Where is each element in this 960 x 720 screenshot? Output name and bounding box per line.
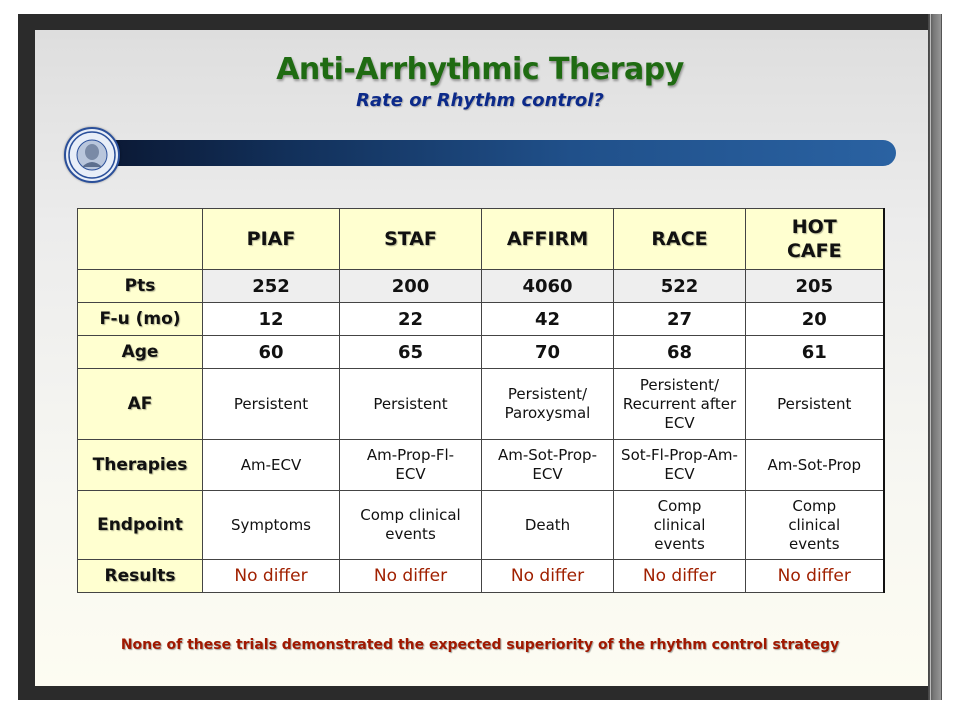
table-cell: Am-Sot-Prop-ECV bbox=[482, 440, 614, 491]
table-cell: No differ bbox=[340, 560, 482, 593]
institution-seal-logo bbox=[64, 127, 120, 183]
row-label: Age bbox=[78, 336, 203, 369]
table-cell: 68 bbox=[614, 336, 746, 369]
window-scrollbar[interactable] bbox=[928, 14, 942, 700]
table-cell: No differ bbox=[482, 560, 614, 593]
table-cell: Persistent bbox=[340, 369, 482, 440]
slide-conclusion: None of these trials demonstrated the expected superiority of the rhythm control strategy bbox=[120, 637, 840, 653]
trials-comparison-table bbox=[77, 208, 885, 593]
table-cell: Comp clinical events bbox=[614, 491, 746, 560]
table-cell: No differ bbox=[203, 560, 340, 593]
column-header: STAF bbox=[340, 209, 482, 270]
table-cell: No differ bbox=[614, 560, 746, 593]
table-row bbox=[78, 440, 884, 491]
row-label: Results bbox=[78, 560, 203, 593]
table-cell: 200 bbox=[340, 270, 482, 303]
table-cell: Death bbox=[482, 491, 614, 560]
row-label: Pts bbox=[78, 270, 203, 303]
table-row bbox=[78, 303, 884, 336]
row-label: Endpoint bbox=[78, 491, 203, 560]
table-cell: Comp clinical events bbox=[340, 491, 482, 560]
table-row bbox=[78, 336, 884, 369]
table-row bbox=[78, 560, 884, 593]
table-cell: 22 bbox=[340, 303, 482, 336]
table-header-row bbox=[78, 209, 884, 270]
table-cell: Persistent bbox=[746, 369, 884, 440]
decorative-title-bar bbox=[86, 140, 896, 166]
slide-title: Anti-Arrhythmic Therapy bbox=[276, 52, 684, 87]
table-cell: Comp clinical events bbox=[746, 491, 884, 560]
row-label: Therapies bbox=[78, 440, 203, 491]
row-label: AF bbox=[78, 369, 203, 440]
column-header: RACE bbox=[614, 209, 746, 270]
table-cell: 42 bbox=[482, 303, 614, 336]
table-cell: No differ bbox=[746, 560, 884, 593]
table-cell: 12 bbox=[203, 303, 340, 336]
table-cell: Persistent bbox=[203, 369, 340, 440]
table-cell: 252 bbox=[203, 270, 340, 303]
table-cell: Am-Sot-Prop bbox=[746, 440, 884, 491]
table-cell: 522 bbox=[614, 270, 746, 303]
table-cell: 70 bbox=[482, 336, 614, 369]
table-cell: 61 bbox=[746, 336, 884, 369]
table-row bbox=[78, 270, 884, 303]
table-cell: Am-Prop-Fl-ECV bbox=[340, 440, 482, 491]
table-cell: 4060 bbox=[482, 270, 614, 303]
table-cell: 27 bbox=[614, 303, 746, 336]
table-cell: 65 bbox=[340, 336, 482, 369]
table-cell: Sot-Fl-Prop-Am-ECV bbox=[614, 440, 746, 491]
table-cell: Am-ECV bbox=[203, 440, 340, 491]
table-cell: 60 bbox=[203, 336, 340, 369]
column-header: HOT CAFE bbox=[746, 209, 884, 270]
column-header: AFFIRM bbox=[482, 209, 614, 270]
slide-subtitle: Rate or Rhythm control? bbox=[356, 90, 604, 111]
table-cell: Persistent/ Recurrent after ECV bbox=[614, 369, 746, 440]
table-cell: Persistent/ Paroxysmal bbox=[482, 369, 614, 440]
table-cell: 205 bbox=[746, 270, 884, 303]
table-cell: Symptoms bbox=[203, 491, 340, 560]
header-corner-cell bbox=[78, 209, 203, 270]
table-cell: 20 bbox=[746, 303, 884, 336]
row-label: F-u (mo) bbox=[78, 303, 203, 336]
table-row bbox=[78, 491, 884, 560]
column-header: PIAF bbox=[203, 209, 340, 270]
table-row bbox=[78, 369, 884, 440]
